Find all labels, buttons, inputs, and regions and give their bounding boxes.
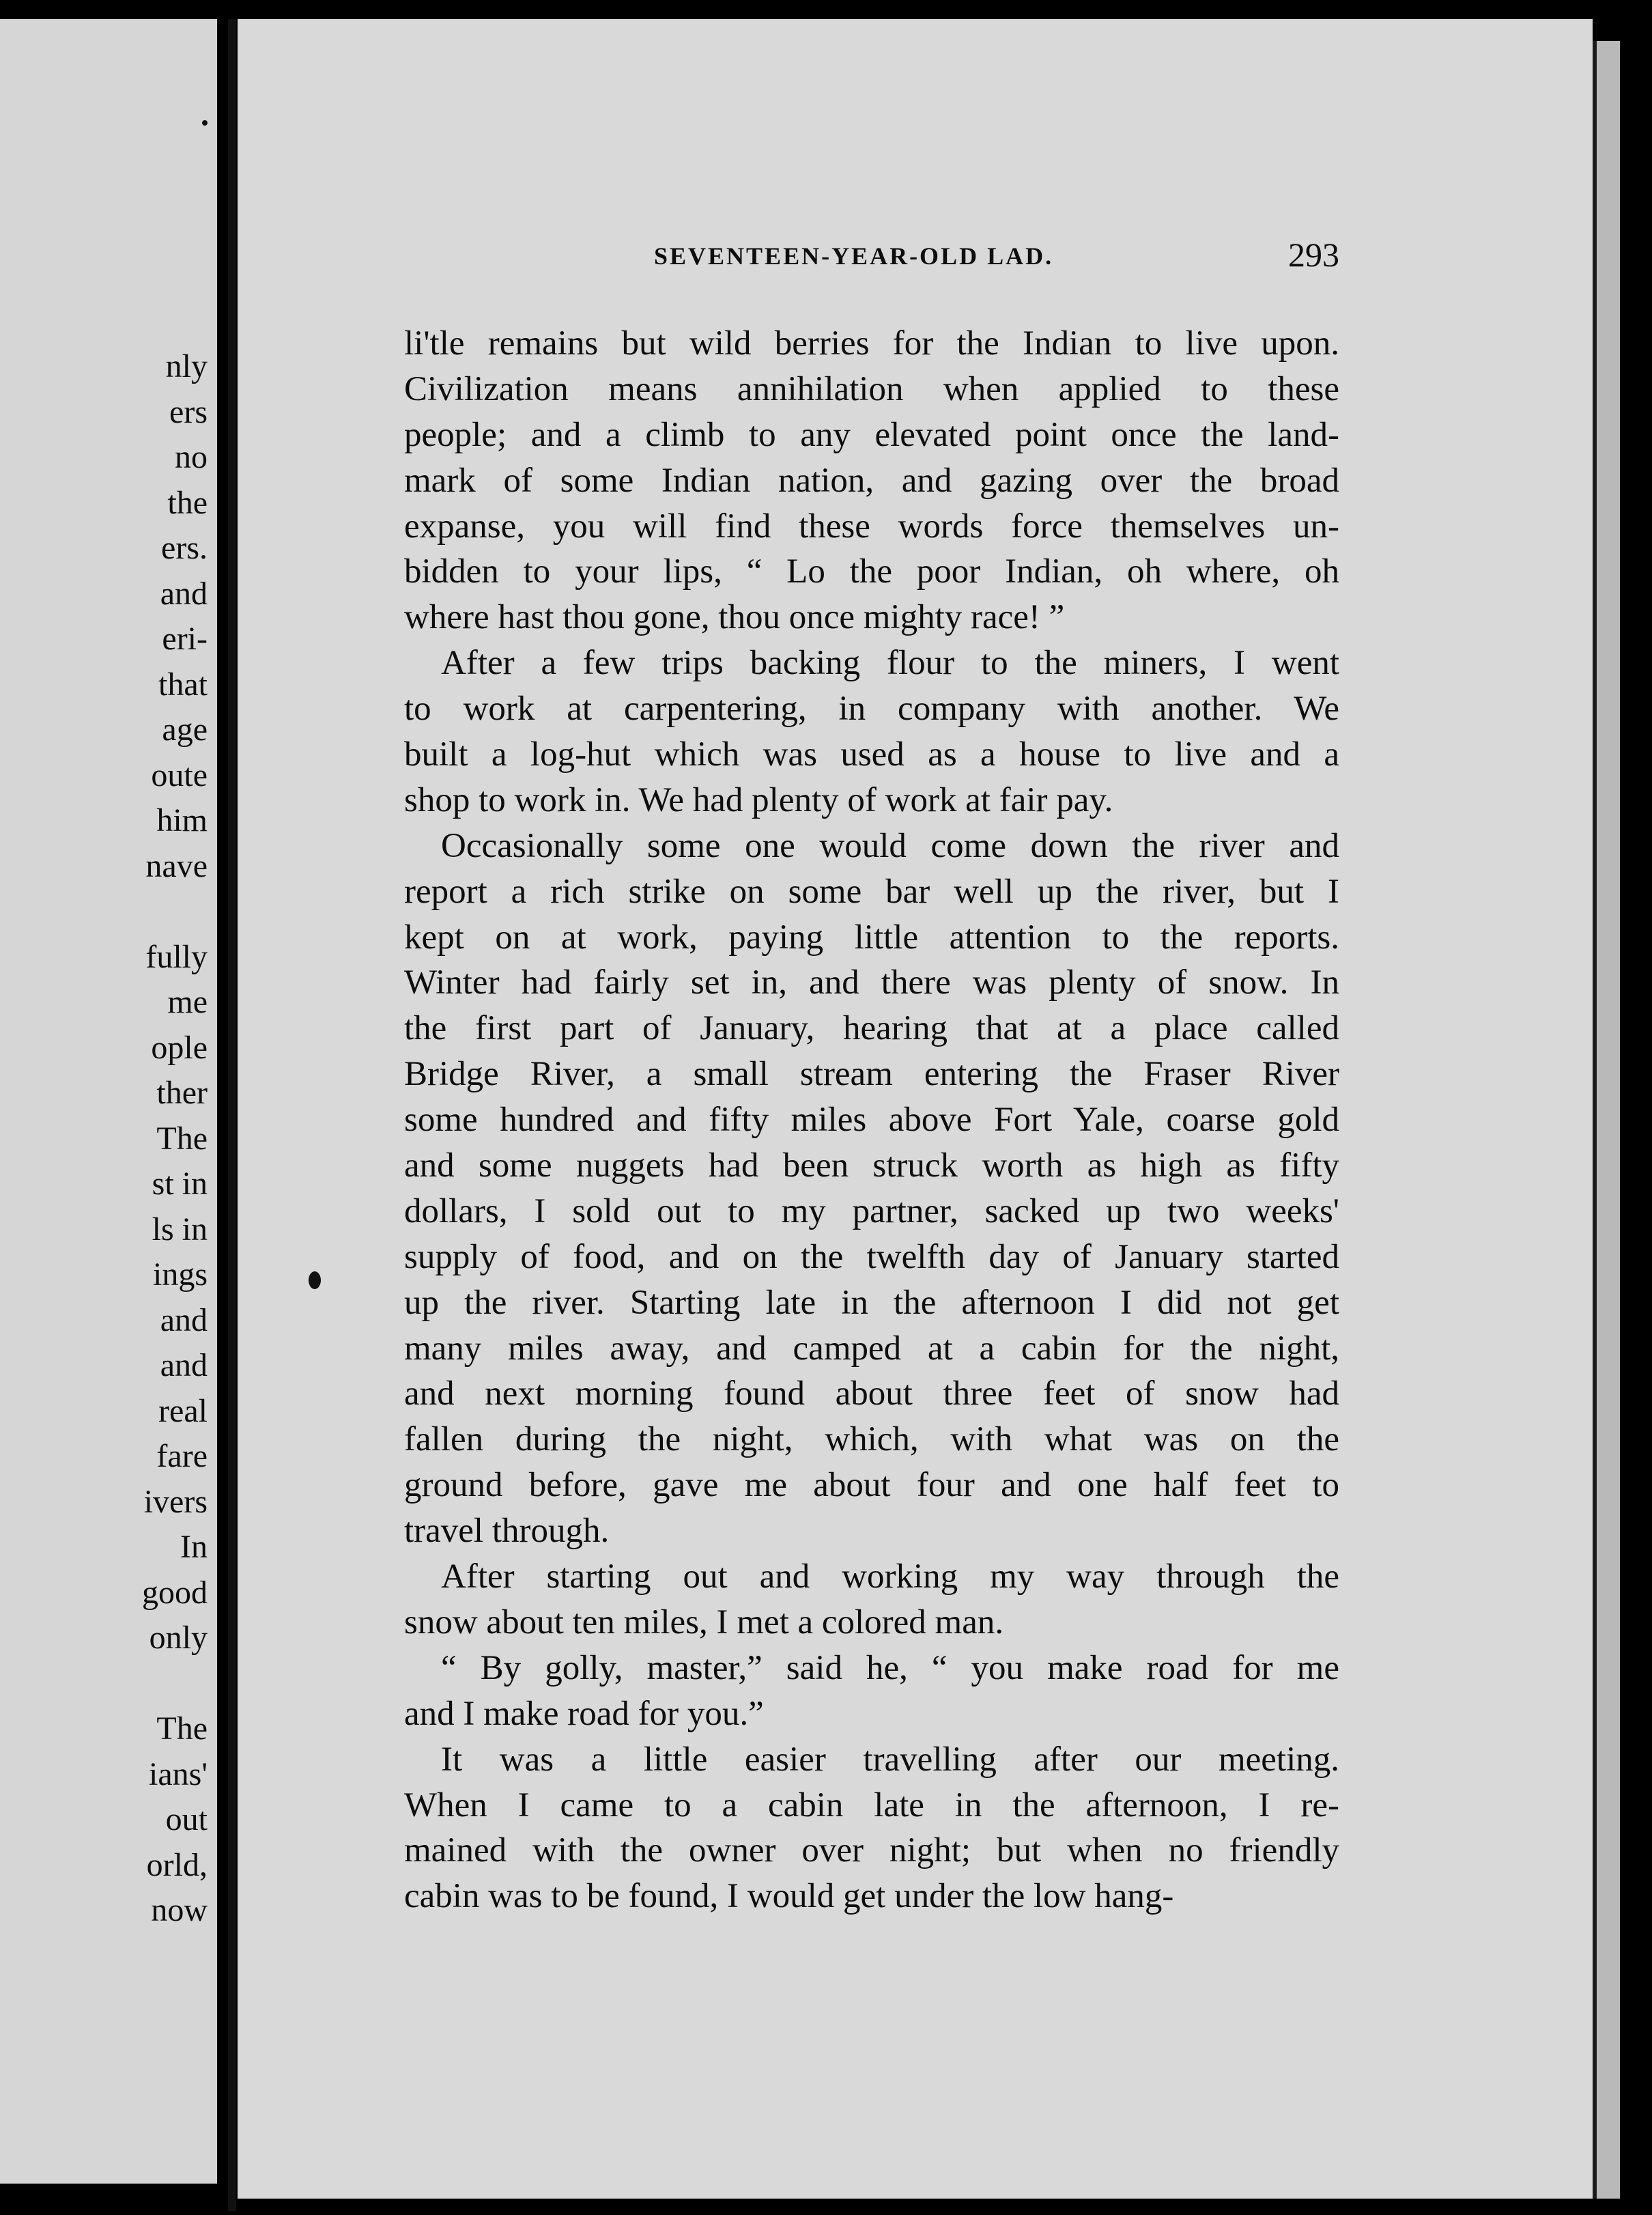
- text-line: It was a little easier travelling after our meeting.: [441, 1740, 1339, 1779]
- left-page-line: ers.: [161, 530, 208, 566]
- text-line: people; and a climb to any elevated point once the land-: [404, 415, 1339, 454]
- left-page-line: out: [165, 1801, 208, 1837]
- ink-speck: [202, 120, 208, 126]
- page-edge: [1593, 41, 1620, 2199]
- text-line: report a rich strike on some bar well up the river, but I: [404, 872, 1339, 911]
- left-page-line: ivers: [143, 1483, 208, 1520]
- text-line: After starting out and working my way through the: [441, 1557, 1339, 1596]
- paragraph: [404, 1554, 1339, 1646]
- left-facing-page: [0, 19, 217, 2184]
- left-page-line: In: [180, 1529, 208, 1565]
- text-line: to work at carpentering, in company with another. We: [404, 690, 1339, 729]
- left-page-line: oute: [151, 757, 208, 793]
- left-page-line: nly: [165, 348, 208, 384]
- left-page-line: The: [156, 1120, 208, 1157]
- text-line: travel through.: [404, 1512, 610, 1551]
- text-line: Civilization means annihilation when applied to these: [404, 369, 1339, 408]
- running-title: SEVENTEEN-YEAR-OLD LAD.: [654, 242, 1054, 270]
- text-line: “ By golly, master,” said he, “ you make road for me: [441, 1648, 1339, 1687]
- left-page-line: orld,: [146, 1846, 208, 1883]
- left-page-line: him: [156, 802, 208, 838]
- text-line: and next morning found about three feet of snow had: [404, 1374, 1339, 1413]
- left-page-line: and: [160, 575, 208, 612]
- left-page-line: no: [175, 439, 208, 475]
- left-page-line: ople: [151, 1029, 208, 1066]
- ink-speck: [309, 1271, 321, 1289]
- book-gutter: [228, 19, 236, 2211]
- left-page-line: ians': [149, 1755, 208, 1792]
- body-text: [404, 321, 1339, 1919]
- text-line: where hast thou gone, thou once mighty race! ”: [404, 598, 1065, 637]
- text-line: and some nuggets had been struck worth as high as fifty: [404, 1146, 1339, 1185]
- text-line: supply of food, and on the twelfth day of January started: [404, 1237, 1339, 1276]
- paragraph: [404, 321, 1339, 640]
- left-page-line: ings: [152, 1256, 208, 1293]
- left-page-line: nave: [145, 847, 208, 884]
- text-line: and I make road for you.”: [404, 1694, 764, 1733]
- left-page-line: and: [160, 1301, 208, 1338]
- text-line: Bridge River, a small stream entering the Fraser River: [404, 1055, 1339, 1094]
- left-page-line: The: [156, 1710, 208, 1747]
- text-line: cabin was to be found, I would get under the low hang-: [404, 1877, 1174, 1916]
- paragraph: [404, 823, 1339, 1554]
- running-header: [422, 232, 1339, 280]
- left-page-line: ers: [169, 393, 208, 430]
- text-line: mark of some Indian nation, and gazing over the broad: [404, 461, 1339, 500]
- left-page-line: [142, 1661, 208, 1707]
- paragraph: [404, 640, 1339, 823]
- left-page-line: ls in: [152, 1211, 208, 1247]
- text-line: some hundred and fifty miles above Fort Yale, coarse gold: [404, 1101, 1339, 1140]
- left-page-line: good: [142, 1574, 208, 1611]
- left-page-line: real: [158, 1392, 208, 1429]
- text-line: ground before, gave me about four and one half feet to: [404, 1466, 1339, 1505]
- paragraph: [404, 1737, 1339, 1920]
- text-line: built a log-hut which was used as a house to live and a: [404, 735, 1339, 774]
- text-line: snow about ten miles, I met a colored man.: [404, 1603, 1004, 1641]
- left-page-line: me: [167, 984, 208, 1020]
- text-line: mained with the owner over night; but when no friendly: [404, 1831, 1339, 1870]
- text-line: shop to work in. We had plenty of work at fair pay.: [404, 780, 1113, 819]
- text-line: up the river. Starting late in the afternoon I did not get: [404, 1283, 1339, 1322]
- left-page-line: st in: [152, 1166, 208, 1202]
- page-number: 293: [1288, 236, 1339, 274]
- text-line: the first part of January, hearing that at a place called: [404, 1009, 1339, 1048]
- left-page-line: fully: [145, 938, 208, 975]
- text-line: fallen during the night, which, with what was on the: [404, 1420, 1339, 1459]
- left-page-line: now: [151, 1892, 208, 1928]
- left-page-line: ther: [156, 1075, 208, 1111]
- text-line: After a few trips backing flour to the miners, I went: [441, 644, 1339, 683]
- left-page-line: that: [158, 666, 208, 703]
- text-line: When I came to a cabin late in the afternoon, I re-: [404, 1786, 1339, 1824]
- text-line: kept on at work, paying little attention to the reports.: [404, 918, 1339, 957]
- left-page-text-fragments: [142, 344, 208, 1934]
- text-line: bidden to your lips, “ Lo the poor Indian, oh where, oh: [404, 552, 1339, 591]
- left-page-line: the: [167, 484, 208, 521]
- paragraph: [404, 1646, 1339, 1737]
- left-page-line: age: [162, 711, 208, 748]
- left-page-line: eri-: [162, 621, 208, 657]
- text-line: Winter had fairly set in, and there was plenty of snow. In: [404, 963, 1339, 1002]
- left-page-line: and: [160, 1347, 208, 1383]
- text-line: dollars, I sold out to my partner, sacked up two weeks': [404, 1191, 1339, 1230]
- left-page-line: [142, 889, 208, 935]
- left-page-line: fare: [156, 1438, 208, 1474]
- text-line: Occasionally some one would come down the river and: [441, 826, 1339, 865]
- text-line: expanse, you will find these words force themselves un-: [404, 507, 1339, 546]
- text-line: li'tle remains but wild berries for the Indian to live upon.: [404, 324, 1339, 363]
- left-page-line: only: [149, 1620, 208, 1656]
- text-line: many miles away, and camped at a cabin for the night,: [404, 1329, 1339, 1368]
